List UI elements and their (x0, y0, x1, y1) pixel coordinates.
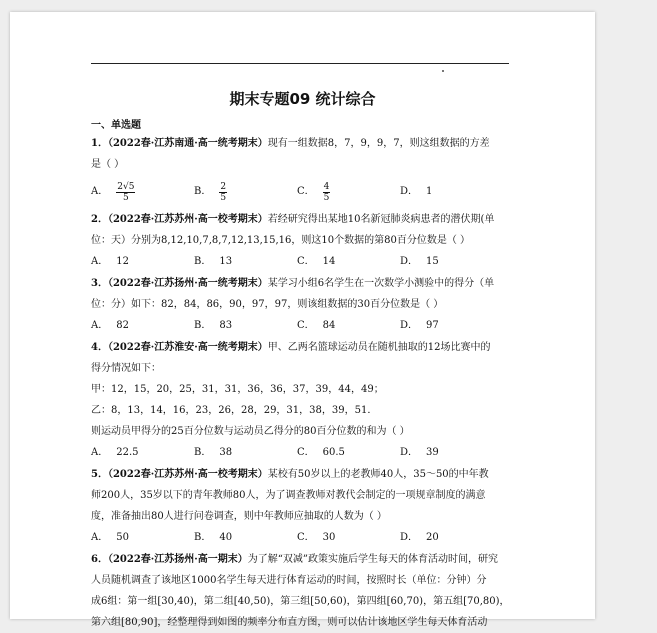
option-letter: C． (297, 186, 315, 197)
option-text: 38 (219, 447, 233, 458)
question-stem (91, 273, 516, 294)
option-text: 22.5 (116, 447, 139, 458)
option-b[interactable] (194, 527, 297, 549)
question-text: 现有一组数据8，7，9，9，7，则这组数据的方差 (267, 138, 490, 149)
question-4 (91, 337, 516, 464)
option-c[interactable] (297, 251, 400, 273)
question-text-cont: 度，准备抽出80人进行问卷调查，则中年教师应抽取的人数为（ ） (91, 511, 387, 522)
fraction-den: 5 (220, 192, 227, 203)
option-text: 40 (219, 532, 233, 543)
option-letter: A． (91, 186, 109, 197)
option-text: 1 (426, 186, 433, 197)
option-text: 30 (322, 532, 336, 543)
option-d[interactable] (400, 175, 503, 209)
option-text: 13 (219, 256, 233, 267)
question-text-cont: 甲：12，15，20，25，31，31，36，36，37，39，44，49； (91, 384, 384, 395)
option-a[interactable] (91, 527, 194, 549)
question-stem (91, 464, 516, 485)
question-source: 4．（2022春·江苏淮安·高一统考期末） (91, 342, 268, 353)
option-letter: D． (400, 320, 419, 331)
option-c[interactable] (297, 527, 400, 549)
fraction-num: 2√5 (117, 181, 135, 192)
option-text: 20 (426, 532, 439, 543)
fraction-num: 4 (323, 181, 330, 192)
question-stem (91, 133, 516, 154)
option-c[interactable] (297, 442, 400, 464)
option-letter: D． (400, 186, 419, 197)
option-letter: C． (297, 532, 315, 543)
option-b[interactable] (194, 175, 297, 209)
question-5 (91, 464, 516, 549)
question-3 (91, 273, 516, 337)
option-letter: D． (400, 447, 419, 458)
option-c[interactable] (297, 175, 400, 209)
question-text-cont: 位：分）如下：82，84，86，90，97，97，则该组数据的30百分位数是（ ） (91, 299, 444, 310)
options-row (91, 251, 516, 273)
option-b[interactable] (194, 442, 297, 464)
option-letter: D． (400, 532, 419, 543)
question-source: 6．（2022春·江苏扬州·高一期末） (91, 554, 248, 565)
question-text-cont: 第六组[80,90]，经整理得到如图的频率分布直方图，则可以估计该地区学生每天体育活动 (91, 617, 488, 628)
option-letter: A． (91, 447, 109, 458)
option-text: 50 (116, 532, 129, 543)
option-letter: D． (400, 256, 419, 267)
option-letter: C． (297, 256, 315, 267)
question-text-cont: 位：天）分别为8,12,10,7,8,7,12,13,15,16，则这10个数据的第80百分位数是（ ） (91, 235, 471, 246)
header-rule (91, 63, 509, 64)
option-a[interactable] (91, 175, 194, 209)
question-text: 某校有50岁以上的老教师40人，35～50的中年教 (267, 469, 489, 480)
question-2 (91, 209, 516, 273)
option-text: 39 (426, 447, 439, 458)
option-a[interactable] (91, 315, 194, 337)
option-letter: C． (297, 447, 315, 458)
option-text: 14 (322, 256, 336, 267)
question-text: 若经研究得出某地10名新冠肺炎病患者的潜伏期(单 (267, 214, 495, 225)
option-text: 84 (322, 320, 336, 331)
section-heading: 一、单选题 (91, 120, 141, 131)
question-text-cont: 则运动员甲得分的25百分位数与运动员乙得分的80百分位数的和为（ ） (91, 426, 410, 437)
fraction (323, 182, 331, 203)
option-b[interactable] (194, 315, 297, 337)
question-stem (91, 549, 516, 570)
header-mark (442, 70, 444, 72)
option-b[interactable] (194, 251, 297, 273)
question-text-cont: 乙：8，13，14，16，23，26，28，29，31，38，39，51． (91, 405, 378, 416)
question-text-cont: 师200人，35岁以下的青年教师80人，为了调查教师对教代会制定的一项规章制度的满意 (91, 490, 486, 501)
option-letter: A． (91, 532, 109, 543)
option-text: 12 (116, 256, 129, 267)
option-text: 97 (426, 320, 439, 331)
option-letter: B． (194, 256, 212, 267)
question-text: 为了解“双减”政策实施后学生每天的体育活动时间，研究 (247, 554, 498, 565)
fraction (219, 182, 227, 203)
question-text-cont: 成6组：第一组[30,40)，第二组[40,50)，第三组[50,60)，第四组[60,70)，第五组[70,80)， (91, 596, 510, 607)
options-row (91, 315, 516, 337)
question-text: 甲、乙两名篮球运动员在随机抽取的12场比赛中的 (267, 342, 491, 353)
option-letter: A． (91, 256, 109, 267)
document-page (10, 12, 595, 628)
option-a[interactable] (91, 442, 194, 464)
option-letter: A． (91, 320, 109, 331)
question-stem (91, 337, 516, 358)
question-source: 5．（2022春·江苏苏州·高一校考期末） (91, 469, 268, 480)
option-text: 15 (426, 256, 439, 267)
option-text: 83 (219, 320, 233, 331)
options-row (91, 175, 516, 209)
option-d[interactable] (400, 251, 503, 273)
question-stem (91, 209, 516, 230)
option-letter: B． (194, 447, 212, 458)
fraction-den: 5 (323, 192, 330, 203)
fraction (116, 182, 135, 203)
fraction-den: 5 (122, 192, 129, 203)
page-title: 期末专题09 统计综合 (229, 90, 376, 108)
option-letter: B． (194, 320, 212, 331)
option-letter: B． (194, 186, 212, 197)
options-row (91, 527, 516, 549)
fraction-num: 2 (220, 181, 227, 192)
option-letter: C． (297, 320, 315, 331)
question-source: 2．（2022春·江苏苏州·高一校考期末） (91, 214, 268, 225)
question-text: 某学习小组6名学生在一次数学小测验中的得分（单 (267, 278, 495, 289)
option-d[interactable] (400, 315, 503, 337)
question-text-cont: 得分情况如下： (91, 363, 161, 374)
option-d[interactable] (400, 442, 503, 464)
option-a[interactable] (91, 251, 194, 273)
option-d[interactable] (400, 527, 503, 549)
option-letter: B． (194, 532, 212, 543)
question-source: 1．（2022春·江苏南通·高一统考期末） (91, 138, 268, 149)
question-text-cont: 是（ ） (91, 159, 125, 170)
question-text-cont: 人员随机调查了该地区1000名学生每天进行体育运动的时间，按照时长（单位：分钟）分 (91, 575, 487, 586)
option-c[interactable] (297, 315, 400, 337)
question-source: 3．（2022春·江苏扬州·高一统考期末） (91, 278, 268, 289)
options-row (91, 442, 516, 464)
question-1 (91, 133, 516, 209)
option-text: 82 (116, 320, 129, 331)
question-6 (91, 549, 516, 633)
question-list (91, 119, 516, 633)
option-text: 60.5 (322, 447, 345, 458)
